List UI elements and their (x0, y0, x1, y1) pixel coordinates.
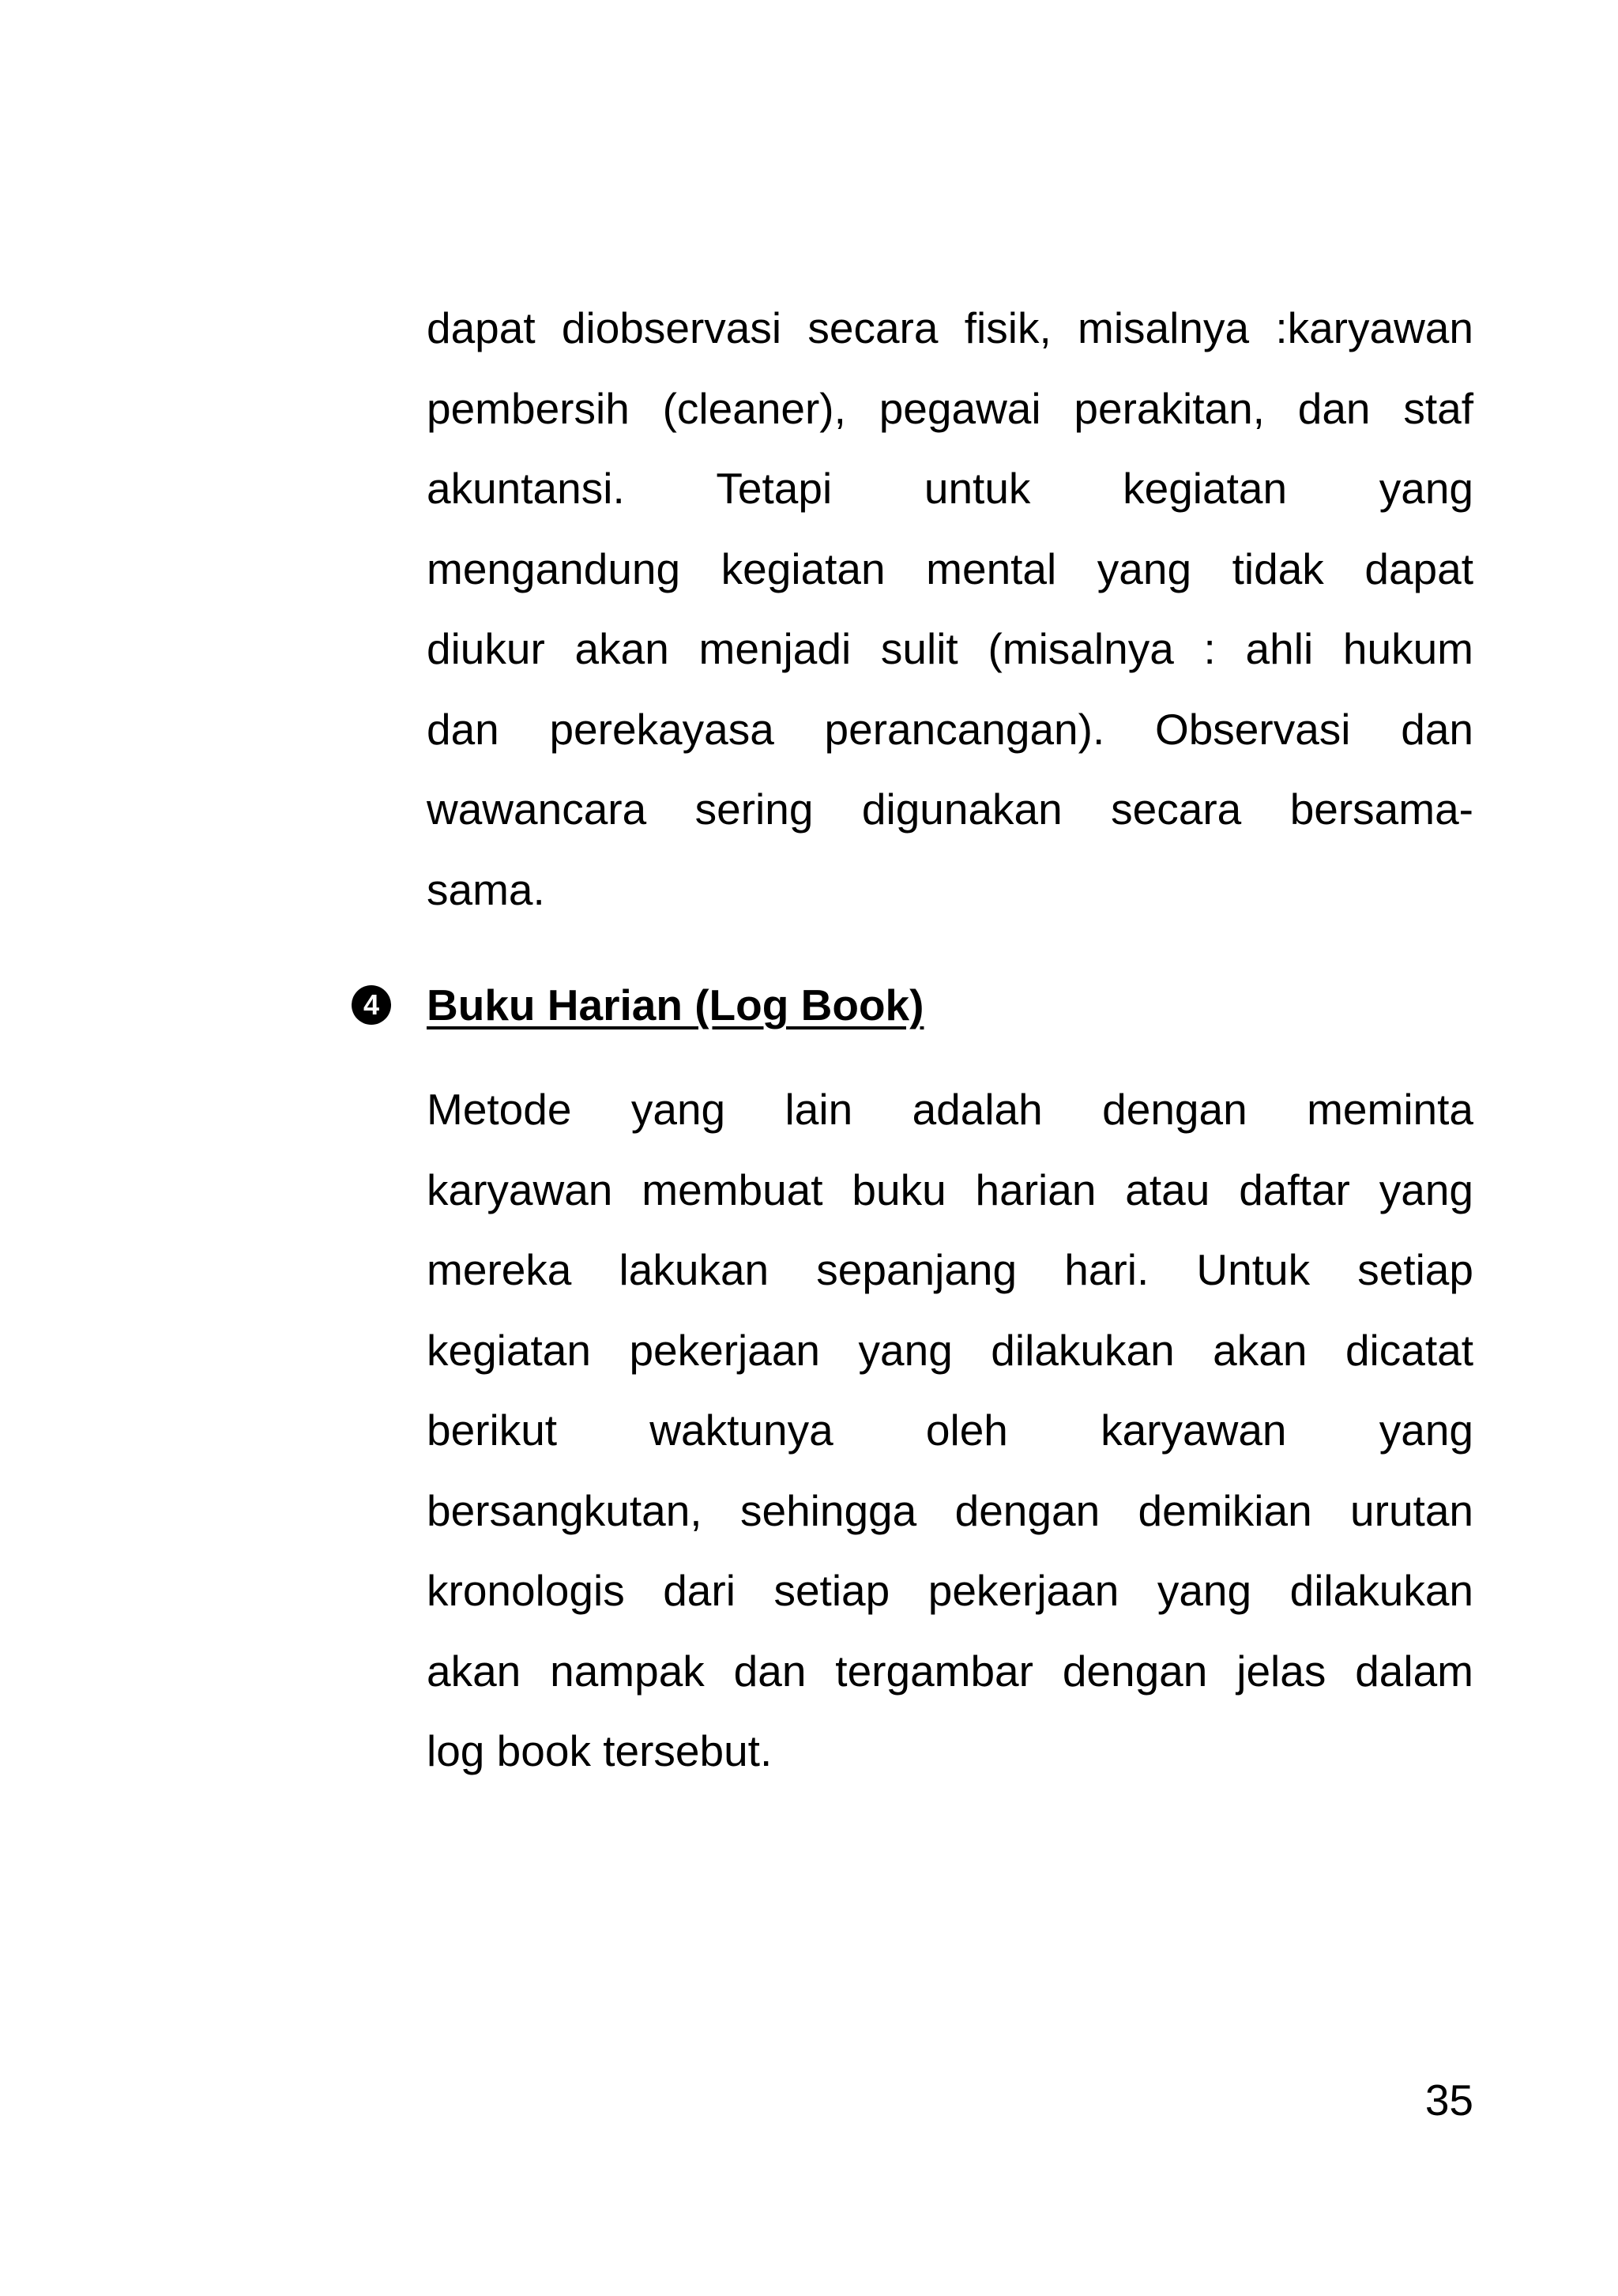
paragraph-line: Metode yang lain adalah dengan meminta (427, 1085, 1473, 1134)
section-heading (352, 973, 924, 1037)
paragraph-observation (427, 288, 1473, 930)
paragraph-line: mengandung kegiatan mental yang tidak dapat (427, 544, 1473, 593)
paragraph-line: akuntansi. Tetapi untuk kegiatan yang (427, 464, 1473, 513)
paragraph-line: wawancara sering digunakan secara bersama- (427, 785, 1473, 834)
section-heading-text: Buku Harian (Log Book) (427, 981, 924, 1029)
paragraph-line: karyawan membuat buku harian atau daftar yang (427, 1165, 1473, 1214)
numbered-bullet-icon: 4 (352, 985, 391, 1025)
paragraph-line: dapat diobservasi secara fisik, misalnya :karyawan (427, 303, 1473, 352)
paragraph-line: bersangkutan, sehingga dengan demikian urutan (427, 1485, 1473, 1535)
paragraph-line: kronologis dari setiap pekerjaan yang dilakukan (427, 1566, 1473, 1615)
paragraph-line: akan nampak dan tergambar dengan jelas dalam (427, 1646, 1473, 1696)
paragraph-log-book (427, 1070, 1473, 1792)
paragraph-line: pembersih (cleaner), pegawai perakitan, dan staf (427, 383, 1473, 433)
page-number: 35 (1424, 2076, 1473, 2125)
paragraph-line: diukur akan menjadi sulit (misalnya : ahli hukum (427, 624, 1473, 673)
paragraph-line: sama. (427, 864, 545, 914)
paragraph-line: mereka lakukan sepanjang hari. Untuk setiap (427, 1245, 1473, 1294)
paragraph-line: berikut waktunya oleh karyawan yang (427, 1406, 1473, 1455)
paragraph-line: dan perekayasa perancangan). Observasi dan (427, 704, 1473, 754)
paragraph-line: kegiatan pekerjaan yang dilakukan akan dicatat (427, 1325, 1473, 1375)
paragraph-line: log book tersebut. (427, 1726, 773, 1775)
